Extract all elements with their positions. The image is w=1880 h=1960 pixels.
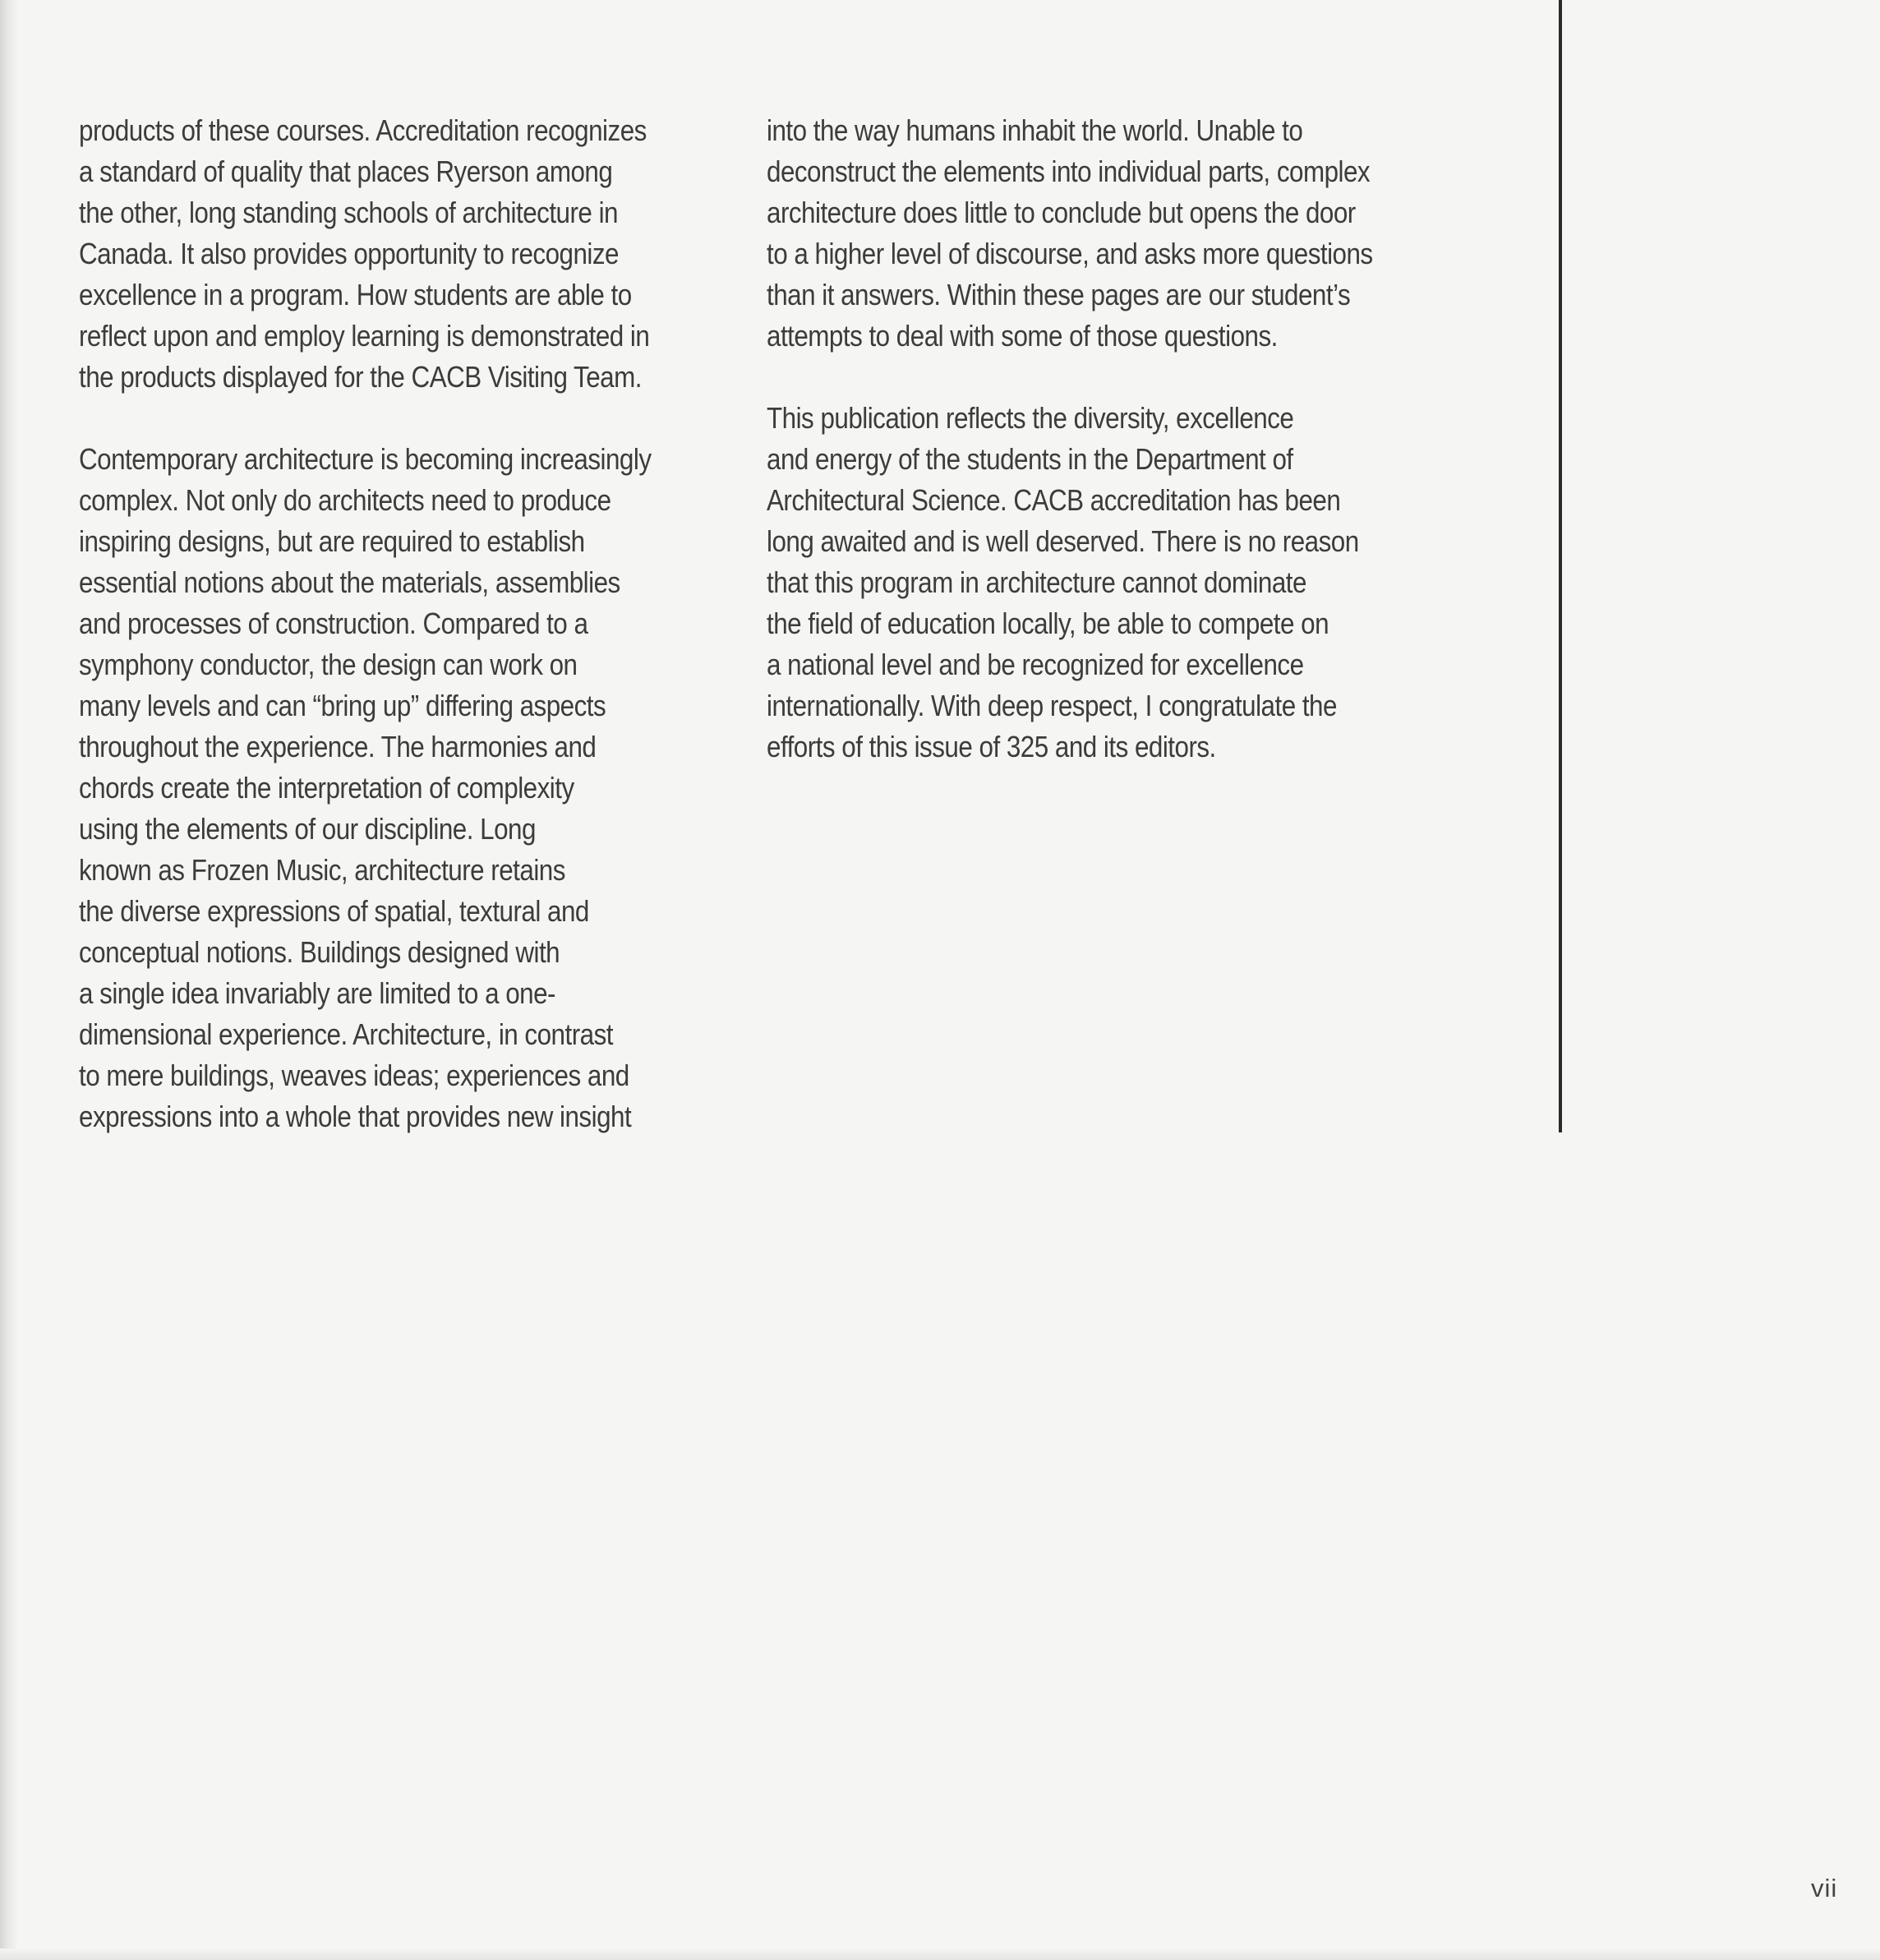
text-line: into the way humans inhabit the world. Unable to xyxy=(767,113,1303,147)
text-line: Contemporary architecture is becoming increasingly xyxy=(79,442,652,476)
text-line: excellence in a program. How students are able to xyxy=(79,278,632,311)
text-line: internationally. With deep respect, I congratulate the xyxy=(767,689,1337,722)
page-number: vii xyxy=(1811,1874,1838,1902)
text-line: and energy of the students in the Department of xyxy=(767,442,1293,476)
text-line: expressions into a whole that provides new insight xyxy=(79,1100,632,1133)
text-line: known as Frozen Music, architecture retains xyxy=(79,853,565,887)
right-text-column xyxy=(767,110,1373,768)
text-line: Canada. It also provides opportunity to recognize xyxy=(79,237,619,270)
text-line: dimensional experience. Architecture, in contrast xyxy=(79,1017,613,1051)
text-line: reflect upon and employ learning is demonstrated in xyxy=(79,319,650,353)
text-line: essential notions about the materials, assemblies xyxy=(79,565,620,599)
text-line: a standard of quality that places Ryerson among xyxy=(79,154,613,188)
text-line: This publication reflects the diversity, excellence xyxy=(767,401,1294,435)
text-line: long awaited and is well deserved. There is no reason xyxy=(767,524,1359,558)
text-line: throughout the experience. The harmonies and xyxy=(79,730,597,763)
text-line: symphony conductor, the design can work on xyxy=(79,648,578,681)
paragraph-gap xyxy=(767,357,1373,398)
text-line: using the elements of our discipline. Long xyxy=(79,812,536,846)
text-line: Architectural Science. CACB accreditation has been xyxy=(767,483,1341,517)
text-line: inspiring designs, but are required to establish xyxy=(79,524,585,558)
text-line: a national level and be recognized for excellence xyxy=(767,648,1304,681)
text-line: and processes of construction. Compared to a xyxy=(79,606,588,640)
text-line: efforts of this issue of 325 and its editors. xyxy=(767,730,1216,763)
left-paragraph-2 xyxy=(79,439,651,1137)
text-line: deconstruct the elements into individual parts, complex xyxy=(767,154,1371,188)
text-line: products of these courses. Accreditation recognizes xyxy=(79,113,647,147)
text-line: a single idea invariably are limited to a one- xyxy=(79,976,555,1010)
text-line: conceptual notions. Buildings designed with xyxy=(79,935,560,969)
left-paragraph-1 xyxy=(79,110,651,398)
text-line: the diverse expressions of spatial, textural and xyxy=(79,894,589,928)
text-line: chords create the interpretation of complexity xyxy=(79,771,574,805)
text-line: the products displayed for the CACB Visiting Team. xyxy=(79,360,642,394)
text-line: that this program in architecture cannot dominate xyxy=(767,565,1306,599)
vertical-rule xyxy=(1559,0,1562,1132)
page-gutter-shadow xyxy=(0,0,18,1960)
text-line: attempts to deal with some of those questions. xyxy=(767,319,1278,353)
page-bottom-edge xyxy=(0,1948,1880,1960)
right-paragraph-1 xyxy=(767,110,1373,357)
text-line: architecture does little to conclude but opens the door xyxy=(767,196,1356,229)
left-text-column xyxy=(79,110,651,1137)
text-line: to mere buildings, weaves ideas; experiences and xyxy=(79,1058,629,1092)
right-paragraph-2 xyxy=(767,398,1373,768)
text-line: to a higher level of discourse, and asks more questions xyxy=(767,237,1373,270)
text-line: complex. Not only do architects need to produce xyxy=(79,483,611,517)
text-line: than it answers. Within these pages are our student’s xyxy=(767,278,1351,311)
text-line: the field of education locally, be able to compete on xyxy=(767,606,1329,640)
paragraph-gap xyxy=(79,398,651,439)
text-line: many levels and can “bring up” differing aspects xyxy=(79,689,606,722)
text-line: the other, long standing schools of architecture in xyxy=(79,196,618,229)
